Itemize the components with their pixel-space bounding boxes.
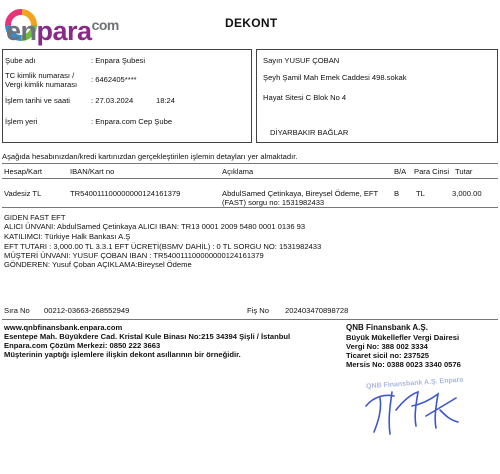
fis-value: 202403470898728 <box>285 306 349 315</box>
tc-value: : 6462405**** <box>91 75 137 84</box>
trade-registry: Ticaret sicil no: 237525 <box>346 351 430 360</box>
sira-label: Sıra No <box>4 306 30 315</box>
header-description: Açıklama <box>222 167 254 176</box>
branch-label: Şube adı <box>5 56 36 65</box>
header-amount: Tutar <box>455 167 473 176</box>
bank-website: www.qnbfinansbank.enpara.com <box>4 323 123 332</box>
document-title: DEKONT <box>225 16 278 30</box>
detail-line: KATILIMCI: Türkiye Halk Bankası A.Ş <box>4 232 131 241</box>
tax-number: Vergi No: 388 002 3334 <box>346 342 428 351</box>
row-description-1: AbdulSamed Çetinkaya, Bireysel Ödeme, EFT <box>222 189 379 198</box>
detail-line: EFT TUTARI : 3,000.00 TL 3.3.1 EFT ÜCRETİ(BSMV DAHİL) : 0 TL SORGU NO: 1531982433 <box>4 242 322 251</box>
detail-line: GIDEN FAST EFT <box>4 213 66 222</box>
datetime-label: İşlem tarihi ve saati <box>5 96 70 105</box>
table-bottom-divider <box>2 207 498 208</box>
header-currency: Para Cinsi <box>414 167 450 176</box>
intro-text: Aşağıda hesabınızdan/kredi kartınızdan gerçekleştirilen işlemin detayları yer almaktadır. <box>2 152 298 161</box>
signature-icon <box>360 376 472 438</box>
enpara-logo <box>4 6 119 46</box>
header-account: Hesap/Kart <box>4 167 42 176</box>
row-currency: TL <box>416 189 425 198</box>
logo-en: en <box>6 16 37 46</box>
header-iban: IBAN/Kart no <box>70 167 115 176</box>
logo-wordmark <box>6 10 119 46</box>
branch-value: : Enpara Şubesi <box>91 56 146 65</box>
stamp-text: QNB Finansbank A.Ş. Enpara <box>365 376 464 391</box>
fis-label: Fiş No <box>247 306 269 315</box>
row-ba: B <box>394 189 400 198</box>
address-city: DİYARBAKIR BAĞLAR <box>270 128 349 137</box>
table-top-divider <box>2 163 498 164</box>
row-description-2: (FAST) sorgu no: 1531982433 <box>222 198 325 207</box>
detail-line: ALICI ÜNVANI: AbdulSamed Çetinkaya ALICI IBAN: TR13 0001 2009 5480 0001 0136 93 <box>4 222 306 231</box>
time-value: 18:24 <box>156 96 176 105</box>
row-iban: TR540011100000000124161379 <box>70 189 181 198</box>
location-label: İşlem yeri <box>5 117 38 126</box>
customer-name: Sayın YUSUF ÇOBAN <box>263 56 340 65</box>
logo-para: para <box>36 16 92 46</box>
location-value: : Enpara.com Cep Şube <box>91 117 173 126</box>
table-header-divider <box>2 178 498 179</box>
detail-line: MÜŞTERİ ÜNVANI: YUSUF ÇOBAN IBAN : TR540011100000000124161379 <box>4 251 264 260</box>
row-account: Vadesiz TL <box>4 189 42 198</box>
bank-address: Esentepe Mah. Büyükdere Cad. Kristal Kule Binası No:215 34394 Şişli / İstanbul <box>4 332 291 341</box>
address-line-2: Hayat Sitesi C Blok No 4 <box>263 93 347 102</box>
copy-note: Müşterinin yaptığı işlemlere ilişkin dekont asıllarının bir örneğidir. <box>4 350 241 359</box>
tax-office: Büyük Mükellefler Vergi Dairesi <box>346 333 460 342</box>
row-amount: 3,000.00 <box>452 189 482 198</box>
header-ba: B/A <box>394 167 407 176</box>
logo-com: com <box>91 17 119 33</box>
mersis-number: Mersis No: 0388 0023 3340 0576 <box>346 360 461 369</box>
address-line-1: Şeyh Şamil Mah Emek Caddesi 498.sokak <box>263 73 407 82</box>
sira-value: 00212-03663-268552949 <box>44 306 130 315</box>
bank-name: QNB Finansbank A.Ş. <box>346 323 428 332</box>
tc-label-line1: TC kimlik numarası / <box>5 71 75 80</box>
footer-divider <box>2 319 498 320</box>
tc-label-line2: Vergi kimlik numarası <box>5 80 78 89</box>
bank-stamp-signature <box>360 376 472 438</box>
date-value: : 27.03.2024 <box>91 96 134 105</box>
detail-line: GÖNDEREN: Yusuf Çoban AÇIKLAMA:Bireysel Ödeme <box>4 260 192 269</box>
support-phone: Enpara.com Çözüm Merkezi: 0850 222 3663 <box>4 341 161 350</box>
